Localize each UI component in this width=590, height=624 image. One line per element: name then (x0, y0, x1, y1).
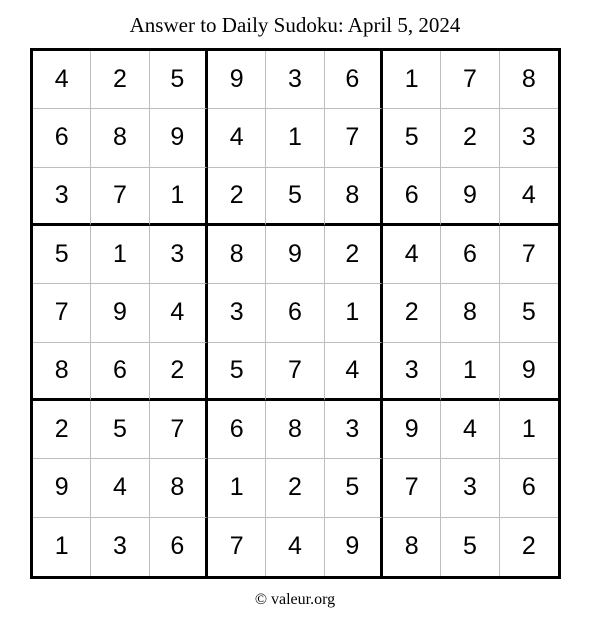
sudoku-cell-r5-c1: 7 (33, 284, 91, 342)
sudoku-cell-r9-c6: 9 (325, 518, 383, 576)
sudoku-cell-r2-c3: 9 (150, 109, 208, 167)
sudoku-cell-r9-c1: 1 (33, 518, 91, 576)
sudoku-cell-r2-c7: 5 (383, 109, 441, 167)
sudoku-cell-r4-c6: 2 (325, 226, 383, 284)
sudoku-cell-r1-c9: 8 (500, 51, 558, 109)
sudoku-cell-r9-c9: 2 (521, 532, 536, 561)
sudoku-cell-r6-c5: 7 (266, 343, 324, 401)
sudoku-cell-r8-c4: 1 (208, 459, 266, 517)
sudoku-cell-r5-c9: 5 (500, 284, 558, 342)
sudoku-cell-r7-c8: 4 (441, 401, 499, 459)
sudoku-cell-r4-c8: 6 (441, 226, 499, 284)
sudoku-cell-r9-c7: 8 (383, 518, 441, 576)
sudoku-cell-r8-c7: 7 (383, 459, 441, 517)
sudoku-cell-r3-c8: 9 (441, 168, 499, 226)
sudoku-cell-r1-c7: 1 (383, 51, 441, 109)
copyright-footer: © valeur.org (254, 591, 336, 608)
sudoku-cell-r4-c9: 7 (500, 226, 558, 284)
sudoku-cell-r5-c2: 9 (91, 284, 149, 342)
sudoku-cell-r7-c1: 2 (33, 401, 91, 459)
sudoku-cell-r4-c5: 9 (266, 226, 324, 284)
sudoku-cell-r8-c8: 3 (441, 459, 499, 517)
sudoku-cell-r6-c3: 2 (150, 343, 208, 401)
sudoku-cell-r6-c1: 8 (33, 343, 91, 401)
sudoku-cell-r2-c5: 1 (266, 109, 324, 167)
sudoku-cell-r9-c2: 3 (91, 518, 149, 576)
sudoku-cell-r7-c7: 9 (383, 401, 441, 459)
sudoku-cell-r8-c3: 8 (150, 459, 208, 517)
sudoku-cell-r1-c2: 2 (91, 51, 149, 109)
sudoku-cell-r7-c3: 7 (150, 401, 208, 459)
sudoku-cell-r2-c6: 7 (325, 109, 383, 167)
sudoku-cell-r9-c8: 5 (441, 518, 499, 576)
sudoku-cell-r5-c4: 3 (208, 284, 266, 342)
sudoku-cell-r1-c6: 6 (325, 51, 383, 109)
sudoku-cell-r1-c8: 7 (441, 51, 499, 109)
sudoku-cell-r2-c2: 8 (91, 109, 149, 167)
sudoku-cell-r1-c4: 9 (208, 51, 266, 109)
sudoku-cell-r7-c9: 1 (500, 401, 558, 459)
sudoku-cell-r9-c5: 4 (266, 518, 324, 576)
sudoku-cell-r3-c1: 3 (33, 168, 91, 226)
sudoku-cell-r4-c4: 8 (208, 226, 266, 284)
sudoku-cell-r3-c3: 1 (150, 168, 208, 226)
puzzle-title: Answer to Daily Sudoku: April 5, 2024 (129, 13, 461, 37)
sudoku-cell-r8-c2: 4 (91, 459, 149, 517)
sudoku-cell-r8-c5: 2 (266, 459, 324, 517)
sudoku-cell-r4-c3: 3 (150, 226, 208, 284)
sudoku-cell-r3-c6: 8 (325, 168, 383, 226)
sudoku-cell-r1-c5: 3 (266, 51, 324, 109)
sudoku-cell-r5-c7: 2 (383, 284, 441, 342)
sudoku-cell-r3-c2: 7 (91, 168, 149, 226)
sudoku-cell-r3-c7: 6 (383, 168, 441, 226)
sudoku-cell-r8-c9: 6 (500, 459, 558, 517)
sudoku-cell-r2-c4: 4 (208, 109, 266, 167)
sudoku-cell-r2-c8: 2 (441, 109, 499, 167)
sudoku-cell-r9-c3: 6 (150, 518, 208, 576)
sudoku-cell-r1-c3: 5 (150, 51, 208, 109)
sudoku-cell-r6-c8: 1 (441, 343, 499, 401)
sudoku-cell-r6-c6: 4 (325, 343, 383, 401)
sudoku-cell-r7-c6: 3 (325, 401, 383, 459)
sudoku-cell-r4-c2: 1 (91, 226, 149, 284)
sudoku-cell-r6-c2: 6 (91, 343, 149, 401)
sudoku-cell-r7-c5: 8 (266, 401, 324, 459)
sudoku-cell-r2-c1: 6 (33, 109, 91, 167)
sudoku-cell-r7-c4: 6 (208, 401, 266, 459)
sudoku-cell-r3-c4: 2 (208, 168, 266, 226)
sudoku-cell-r5-c3: 4 (150, 284, 208, 342)
sudoku-cell-r1-c1: 4 (33, 51, 91, 109)
sudoku-cell-r9-c4: 7 (208, 518, 266, 576)
sudoku-cell-r4-c1: 5 (33, 226, 91, 284)
sudoku-cell-r6-c7: 3 (383, 343, 441, 401)
sudoku-cell-r8-c1: 9 (33, 459, 91, 517)
sudoku-cell-r5-c5: 6 (266, 284, 324, 342)
sudoku-cell-r7-c2: 5 (91, 401, 149, 459)
sudoku-cell-r8-c6: 5 (325, 459, 383, 517)
sudoku-cell-r5-c6: 1 (325, 284, 383, 342)
sudoku-cell-r5-c8: 8 (441, 284, 499, 342)
sudoku-grid (30, 48, 561, 579)
sudoku-cell-r2-c9: 3 (500, 109, 558, 167)
sudoku-cell-r3-c5: 5 (266, 168, 324, 226)
sudoku-cell-r3-c9: 4 (500, 168, 558, 226)
sudoku-cell-r4-c7: 4 (383, 226, 441, 284)
sudoku-cell-r6-c4: 5 (208, 343, 266, 401)
sudoku-cell-r6-c9: 9 (500, 343, 558, 401)
